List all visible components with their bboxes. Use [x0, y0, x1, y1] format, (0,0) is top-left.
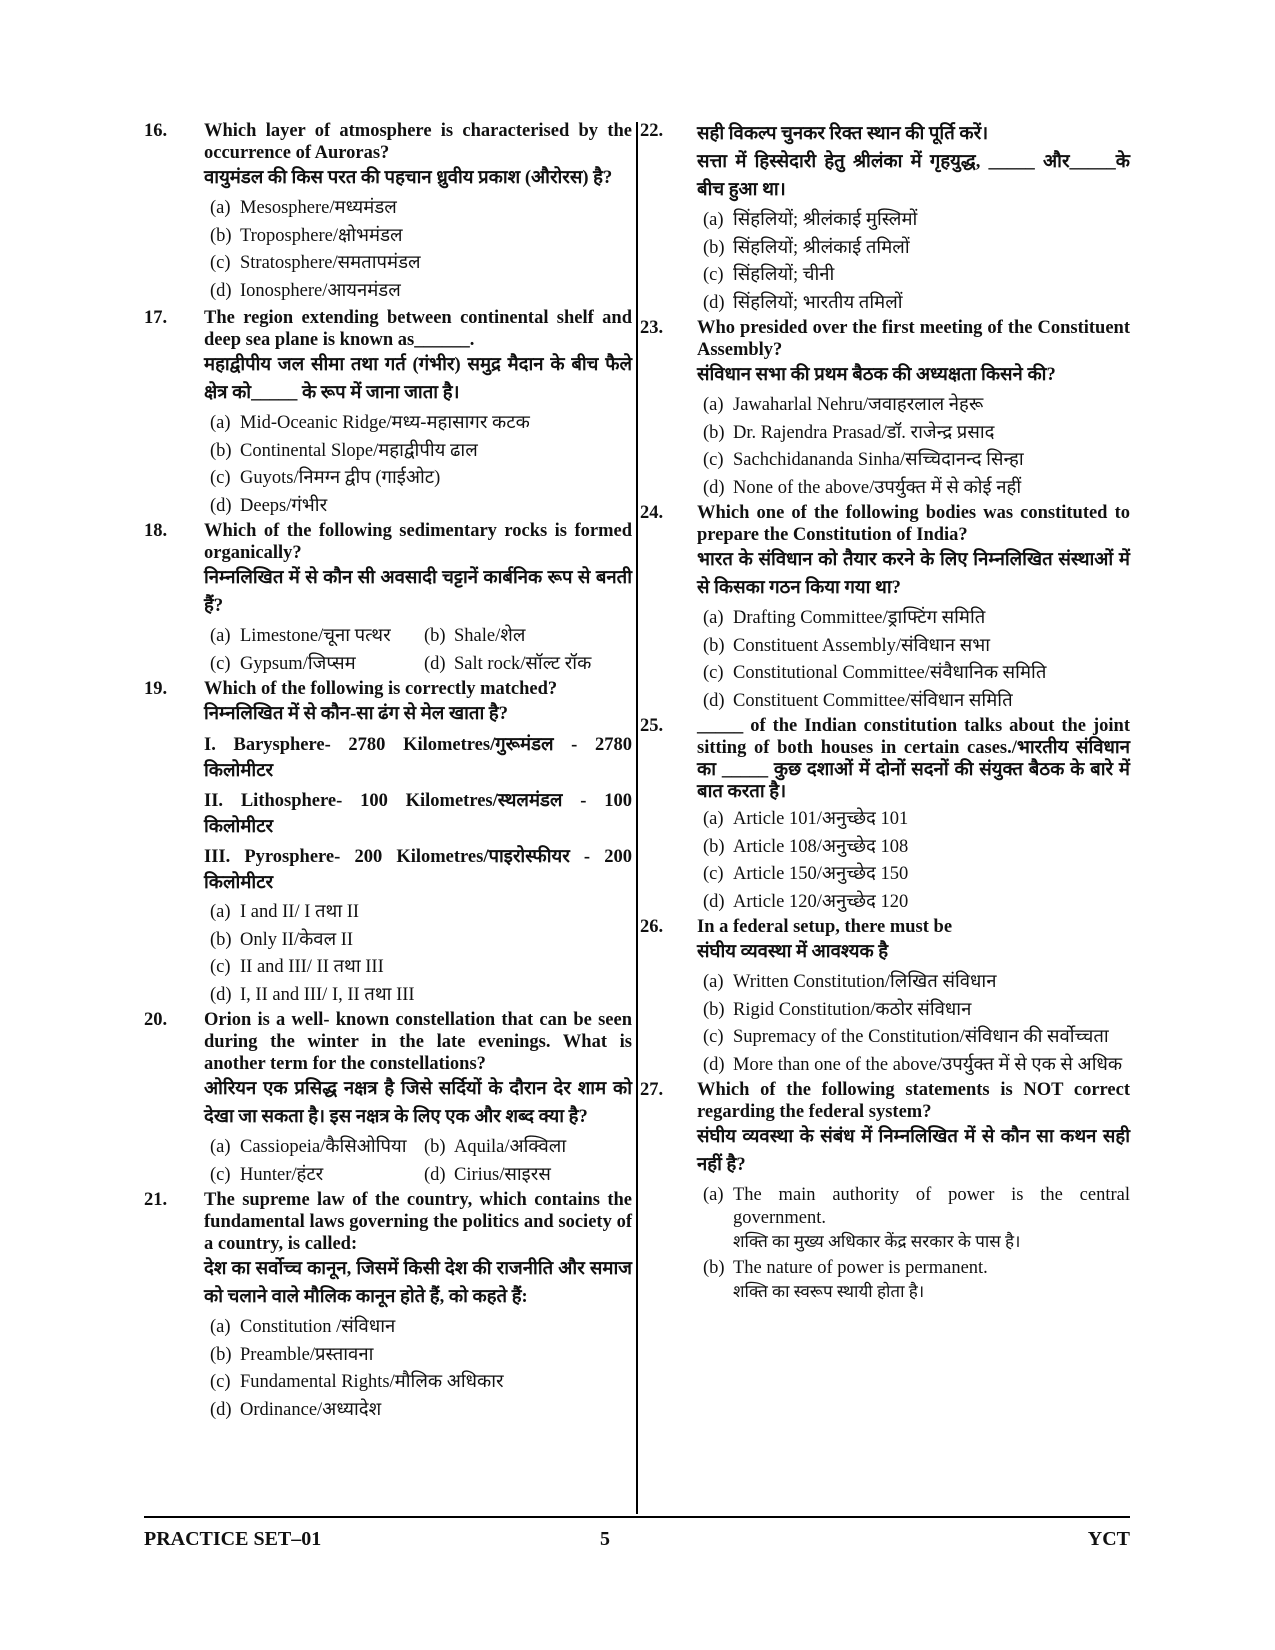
option: (a) The main authority of power is the central government. शक्ति का मुख्य अधिकार केंद्र सरकार के पास है।	[703, 1185, 1130, 1251]
question-number: 24.	[640, 503, 664, 523]
question-number: 17.	[144, 308, 168, 328]
option: (a) Mid-Oceanic Ridge/मध्य-महासागर कटक	[210, 413, 530, 433]
question-text-en: Which of the following is correctly matched?	[204, 679, 558, 699]
option: (a) सिंहलियों; श्रीलंकाई मुस्लिमों	[703, 210, 918, 230]
question-text-en: In a federal setup, there must be	[697, 917, 953, 937]
option-translation: शक्ति का मुख्य अधिकार केंद्र सरकार के पास है।	[733, 1232, 1021, 1251]
question-number: 27.	[640, 1080, 664, 1100]
question-text-en: Which one of the following bodies was constituted to prepare the Constitution of India?	[697, 503, 1130, 545]
option: (d) Constituent Committee/संविधान समिति	[703, 690, 1013, 711]
option: (a) Article 101/अनुच्छेद 101	[703, 809, 909, 829]
question-number: 23.	[640, 318, 664, 338]
question-text-hi: संघीय व्यवस्था के संबंध में निम्नलिखित में से कौन सा कथन सही नहीं है?	[697, 1127, 1130, 1175]
option: (a) Drafting Committee/ड्राफ्टिंग समिति	[703, 608, 986, 628]
column-divider	[636, 122, 638, 1514]
question-25	[640, 715, 1130, 916]
question-16	[144, 120, 632, 305]
option: (a) Cassiopeia/कैसिओपिया	[210, 1137, 407, 1157]
option: (b) Troposphere/क्षोभमंडल	[210, 225, 403, 246]
question-text-en: Who presided over the first meeting of the Constituent Assembly?	[697, 318, 1130, 360]
question-text-en: Which layer of atmosphere is characterised by the occurrence of Auroras?	[204, 121, 632, 163]
option: (c) II and III/ II तथा III	[210, 957, 384, 977]
option: (d) Ordinance/अध्यादेश	[210, 1399, 382, 1420]
option: (c) Constitutional Committee/संवैधानिक समिति	[703, 663, 1047, 683]
option: (a) Jawaharlal Nehru/जवाहरलाल नेहरू	[703, 395, 984, 415]
option: (d) सिंहलियों; भारतीय तमिलों	[703, 292, 903, 313]
question-number: 19.	[144, 679, 168, 699]
option: (d) Deeps/गंभीर	[210, 495, 328, 516]
footer-publisher: YCT	[1087, 1528, 1130, 1550]
question-text-en: Which of the following statements is NOT correct regarding the federal system?	[697, 1080, 1130, 1122]
option: (c) Sachchidananda Sinha/सच्चिदानन्द सिन्हा	[703, 450, 1024, 470]
option: (b) Article 108/अनुच्छेद 108	[703, 836, 909, 857]
question-17	[144, 307, 632, 520]
question-text-hi: निम्नलिखित में से कौन-सा ढंग से मेल खाता है?	[204, 704, 508, 724]
option: (b) Aquila/अक्विला	[424, 1137, 567, 1157]
option: (d) None of the above/उपर्युक्त में से कोई नहीं	[703, 477, 1022, 498]
option: (d) Article 120/अनुच्छेद 120	[703, 891, 909, 912]
question-18	[144, 520, 632, 678]
option: (b) Shale/शेल	[424, 626, 526, 646]
option: (b) Rigid Constitution/कठोर संविधान	[703, 999, 972, 1020]
option: (d) Salt rock/सॉल्ट रॉक	[424, 653, 592, 674]
option: (c) Hunter/हंटर	[210, 1164, 324, 1185]
question-24	[640, 502, 1130, 715]
question-text-hi: भारत के संविधान को तैयार करने के लिए निम्नलिखित संस्थाओं में से किसका गठन किया गया था?	[697, 550, 1130, 598]
question-text-hi: वायुमंडल की किस परत की पहचान ध्रुवीय प्रकाश (औरोरस) है?	[204, 168, 613, 188]
question-number: 21.	[144, 1190, 168, 1210]
question-text-hi: संविधान सभा की प्रथम बैठक की अध्यक्षता किसने की?	[697, 365, 1056, 385]
question-text-hi: ओरियन एक प्रसिद्ध नक्षत्र है जिसे सर्दियों के दौरान देर शाम को देखा जा सकता है। इस नक्षत्र के लिए एक और शब्द क्या है?	[204, 1079, 632, 1127]
option: (c) Supremacy of the Constitution/संविधान की सर्वोच्चता	[703, 1027, 1109, 1047]
question-instruction-hi: सही विकल्प चुनकर रिक्त स्थान की पूर्ति करें।	[697, 124, 989, 144]
option: (b) The nature of power is permanent. शक्ति का स्वरूप स्थायी होता है।	[697, 1255, 1130, 1305]
statement: I. Barysphere- 2780 Kilometres/गुरूमंडल - 2780 किलोमीटर	[204, 735, 632, 781]
option: (c) Article 150/अनुच्छेद 150	[703, 864, 909, 884]
question-23	[640, 317, 1130, 502]
question-21	[144, 1189, 632, 1424]
option: (b) Only II/केवल II	[210, 929, 354, 950]
question-text-hi: देश का सर्वोच्च कानून, जिसमें किसी देश की राजनीति और समाज को चलाने वाले मौलिक कानून होते हैं, को कहते हैं:	[204, 1259, 632, 1307]
option: (c) Guyots/निमग्न द्वीप (गाईओट)	[210, 468, 441, 488]
option: (b) Constituent Assembly/संविधान सभा	[703, 635, 991, 656]
option: (d) More than one of the above/उपर्युक्त में से एक से अधिक	[703, 1054, 1123, 1075]
option: (c) सिंहलियों; चीनी	[703, 265, 835, 285]
option: (a) Mesosphere/मध्यमंडल	[210, 198, 397, 218]
page-number: 5	[600, 1528, 610, 1550]
left-column	[144, 120, 632, 1424]
question-text-hi: सत्ता में हिस्सेदारी हेतु श्रीलंका में गृहयुद्ध, _____ और_____के बीच हुआ था।	[697, 152, 1130, 200]
question-text-hi: संघीय व्यवस्था में आवश्यक है	[697, 942, 889, 962]
option: (a) Written Constitution/लिखित संविधान	[703, 972, 997, 992]
question-text-hi: महाद्वीपीय जल सीमा तथा गर्त (गंभीर) समुद्र मैदान के बीच फैले क्षेत्र को_____ के रूप में जाना जाता है।	[204, 355, 632, 403]
option: (d) I, II and III/ I, II तथा III	[210, 984, 415, 1005]
option: (d) Ionosphere/आयनमंडल	[210, 280, 401, 301]
option: (b) Dr. Rajendra Prasad/डॉ. राजेन्द्र प्रसाद	[703, 422, 995, 443]
question-text-hi: निम्नलिखित में से कौन सी अवसादी चट्टानें कार्बनिक रूप से बनती हैं?	[204, 568, 632, 616]
question-text-en: The supreme law of the country, which contains the fundamental laws governing the politics and society of a country, is called:	[204, 1190, 632, 1254]
question-text: _____ of the Indian constitution talks about the joint sitting of both houses in certain cases./भारतीय संविधान का _____ कुछ दशाओं में दोनों सदनों की संयुक्त बैठक के बारे में बात करता है।	[697, 716, 1130, 802]
question-number: 16.	[144, 121, 168, 141]
statement: II. Lithosphere- 100 Kilometres/स्थलमंडल - 100 किलोमीटर	[204, 791, 632, 837]
option: (a) Limestone/चूना पत्थर	[210, 626, 391, 646]
question-number: 25.	[640, 716, 664, 736]
question-22	[640, 120, 1130, 317]
option: (a) I and II/ I तथा II	[210, 902, 360, 922]
question-number: 18.	[144, 521, 168, 541]
option: (a) Constitution /संविधान	[210, 1317, 396, 1337]
question-text-en: Which of the following sedimentary rocks is formed organically?	[204, 521, 632, 563]
option: (c) Stratosphere/समतापमंडल	[210, 253, 421, 273]
option: (c) Fundamental Rights/मौलिक अधिकार	[210, 1372, 504, 1392]
option: (b) Continental Slope/महाद्वीपीय ढाल	[210, 440, 478, 461]
question-text-en: The region extending between continental shelf and deep sea plane is known as______.	[204, 308, 632, 350]
footer-set-label: PRACTICE SET–01	[144, 1528, 322, 1550]
question-number: 20.	[144, 1010, 168, 1030]
right-column	[640, 120, 1130, 1305]
option: (c) Gypsum/जिप्सम	[210, 653, 356, 674]
page-footer	[144, 1516, 1130, 1550]
question-26	[640, 916, 1130, 1079]
option-translation: शक्ति का स्वरूप स्थायी होता है।	[733, 1282, 925, 1301]
question-text-en: Orion is a well- known constellation that can be seen during the winter in the late evenings. What is another term for the constellations?	[204, 1010, 632, 1074]
option: (b) Preamble/प्रस्तावना	[210, 1344, 374, 1365]
option: (b) सिंहलियों; श्रीलंकाई तमिलों	[703, 237, 910, 258]
statement: III. Pyrosphere- 200 Kilometres/पाइरोस्फीयर - 200 किलोमीटर	[204, 847, 632, 893]
question-27	[640, 1079, 1130, 1305]
question-number: 26.	[640, 917, 664, 937]
option: (d) Cirius/साइरस	[424, 1164, 551, 1185]
question-20	[144, 1009, 632, 1189]
question-19	[144, 678, 632, 1009]
question-number: 22.	[640, 121, 664, 141]
